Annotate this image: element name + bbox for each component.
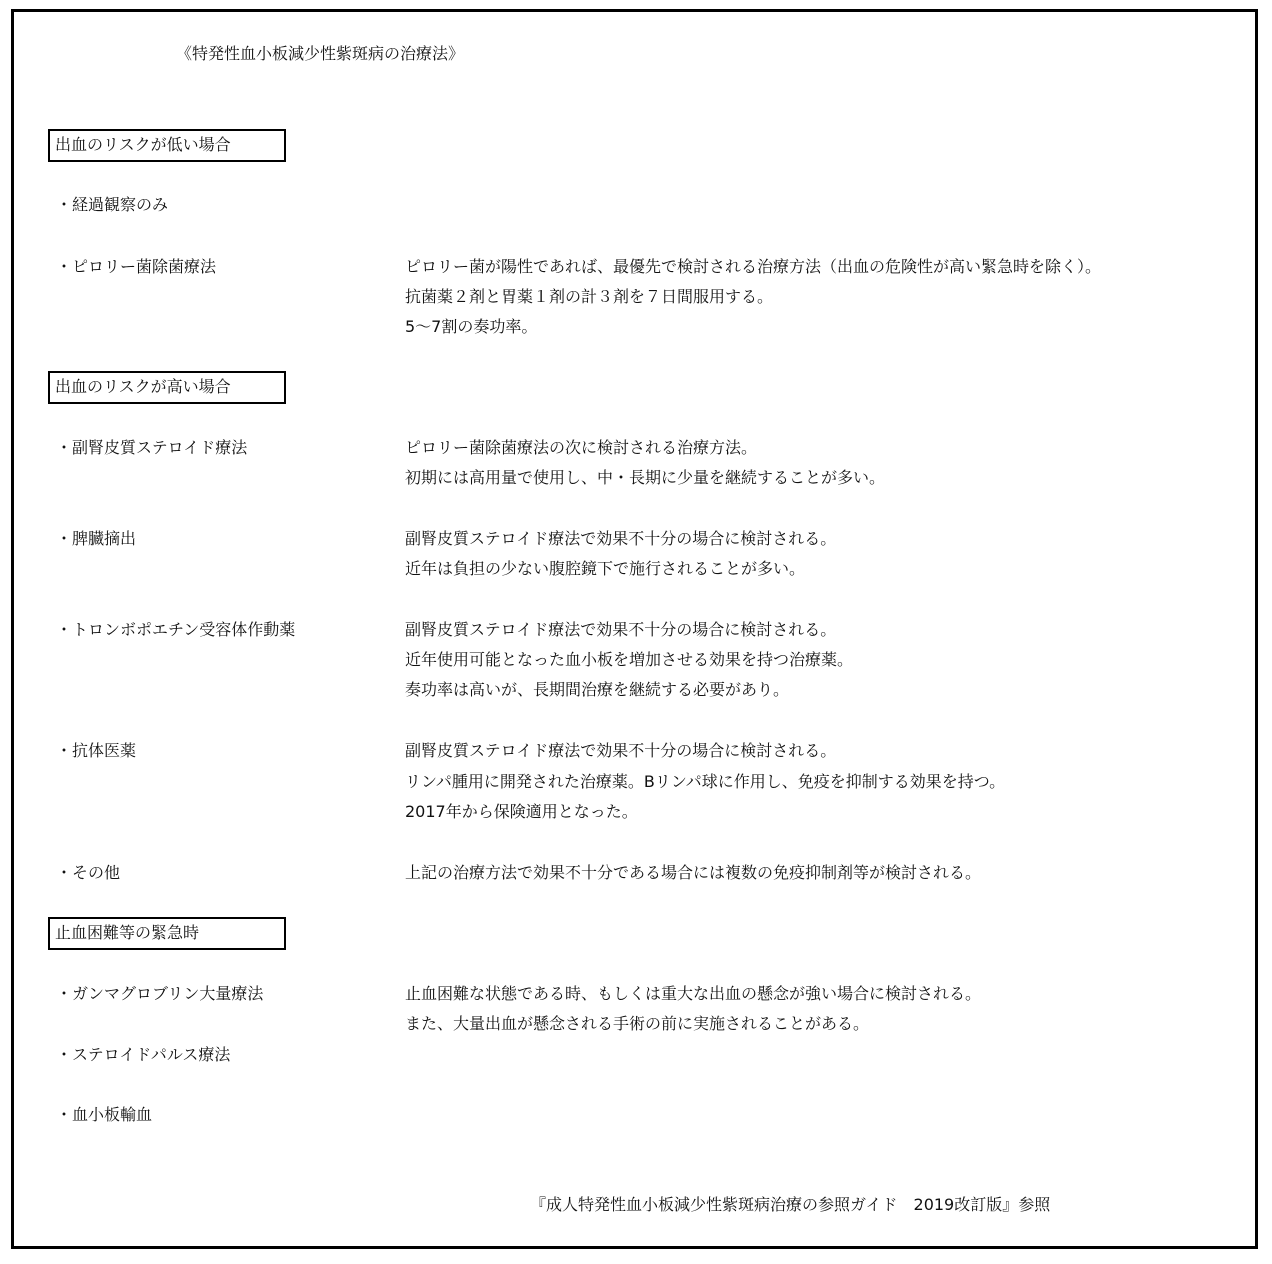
treatment-pylori-desc-3: 5〜7割の奏功率。 (405, 317, 538, 336)
treatment-gammaglobulin-label: ・ガンマグロブリン大量療法 (56, 984, 264, 1003)
treatment-pylori-desc-1: ピロリー菌が陽性であれば、最優先で検討される治療方法（出血の危険性が高い緊急時を除く）。 (405, 257, 1102, 276)
treatment-splenectomy-desc-1: 副腎皮質ステロイド療法で効果不十分の場合に検討される。 (405, 529, 837, 548)
treatment-other-desc-1: 上記の治療方法で効果不十分である場合には複数の免疫抑制剤等が検討される。 (405, 863, 982, 882)
treatment-tpo-desc-2: 近年使用可能となった血小板を増加させる効果を持つ治療薬。 (405, 650, 854, 669)
treatment-steroid-desc-1: ピロリー菌除菌療法の次に検討される治療方法。 (405, 438, 758, 457)
treatment-gammaglobulin-desc-1: 止血困難な状態である時、もしくは重大な出血の懸念が強い場合に検討される。 (405, 984, 982, 1003)
treatment-antibody-desc-2: リンパ腫用に開発された治療薬。Bリンパ球に作用し、免疫を抑制する効果を持つ。 (405, 772, 1006, 791)
treatment-steroid-pulse-label: ・ステロイドパルス療法 (56, 1045, 231, 1064)
treatment-antibody-label: ・抗体医薬 (56, 741, 137, 760)
section-heading-emergency: 止血困難等の緊急時 (48, 917, 286, 950)
treatment-gammaglobulin-desc-2: また、大量出血が懸念される手術の前に実施されることがある。 (405, 1014, 870, 1033)
treatment-splenectomy-label: ・脾臓摘出 (56, 529, 137, 548)
treatment-platelet-transfusion-label: ・血小板輸血 (56, 1105, 153, 1124)
treatment-other-label: ・その他 (56, 863, 121, 882)
reference-footer: 『成人特発性血小板減少性紫斑病治療の参照ガイド 2019改訂版』参照 (530, 1195, 1051, 1214)
treatment-antibody-desc-1: 副腎皮質ステロイド療法で効果不十分の場合に検討される。 (405, 741, 837, 760)
treatment-pylori-desc-2: 抗菌薬２剤と胃薬１剤の計３剤を７日間服用する。 (405, 287, 774, 306)
treatment-splenectomy-desc-2: 近年は負担の少ない腹腔鏡下で施行されることが多い。 (405, 559, 806, 578)
treatment-steroid-label: ・副腎皮質ステロイド療法 (56, 438, 248, 457)
treatment-tpo-label: ・トロンボポエチン受容体作動薬 (56, 620, 296, 639)
section-heading-high-risk: 出血のリスクが高い場合 (48, 371, 286, 404)
treatment-pylori-label: ・ピロリー菌除菌療法 (56, 257, 217, 276)
treatment-antibody-desc-3: 2017年から保険適用となった。 (405, 802, 638, 821)
treatment-tpo-desc-3: 奏功率は高いが、長期間治療を継続する必要があり。 (405, 680, 790, 699)
treatment-observation-label: ・経過観察のみ (56, 195, 169, 214)
document-title: 《特発性血小板減少性紫斑病の治療法》 (176, 44, 465, 63)
treatment-steroid-desc-2: 初期には高用量で使用し、中・長期に少量を継続することが多い。 (405, 468, 886, 487)
treatment-tpo-desc-1: 副腎皮質ステロイド療法で効果不十分の場合に検討される。 (405, 620, 837, 639)
section-heading-low-risk: 出血のリスクが低い場合 (48, 129, 286, 162)
